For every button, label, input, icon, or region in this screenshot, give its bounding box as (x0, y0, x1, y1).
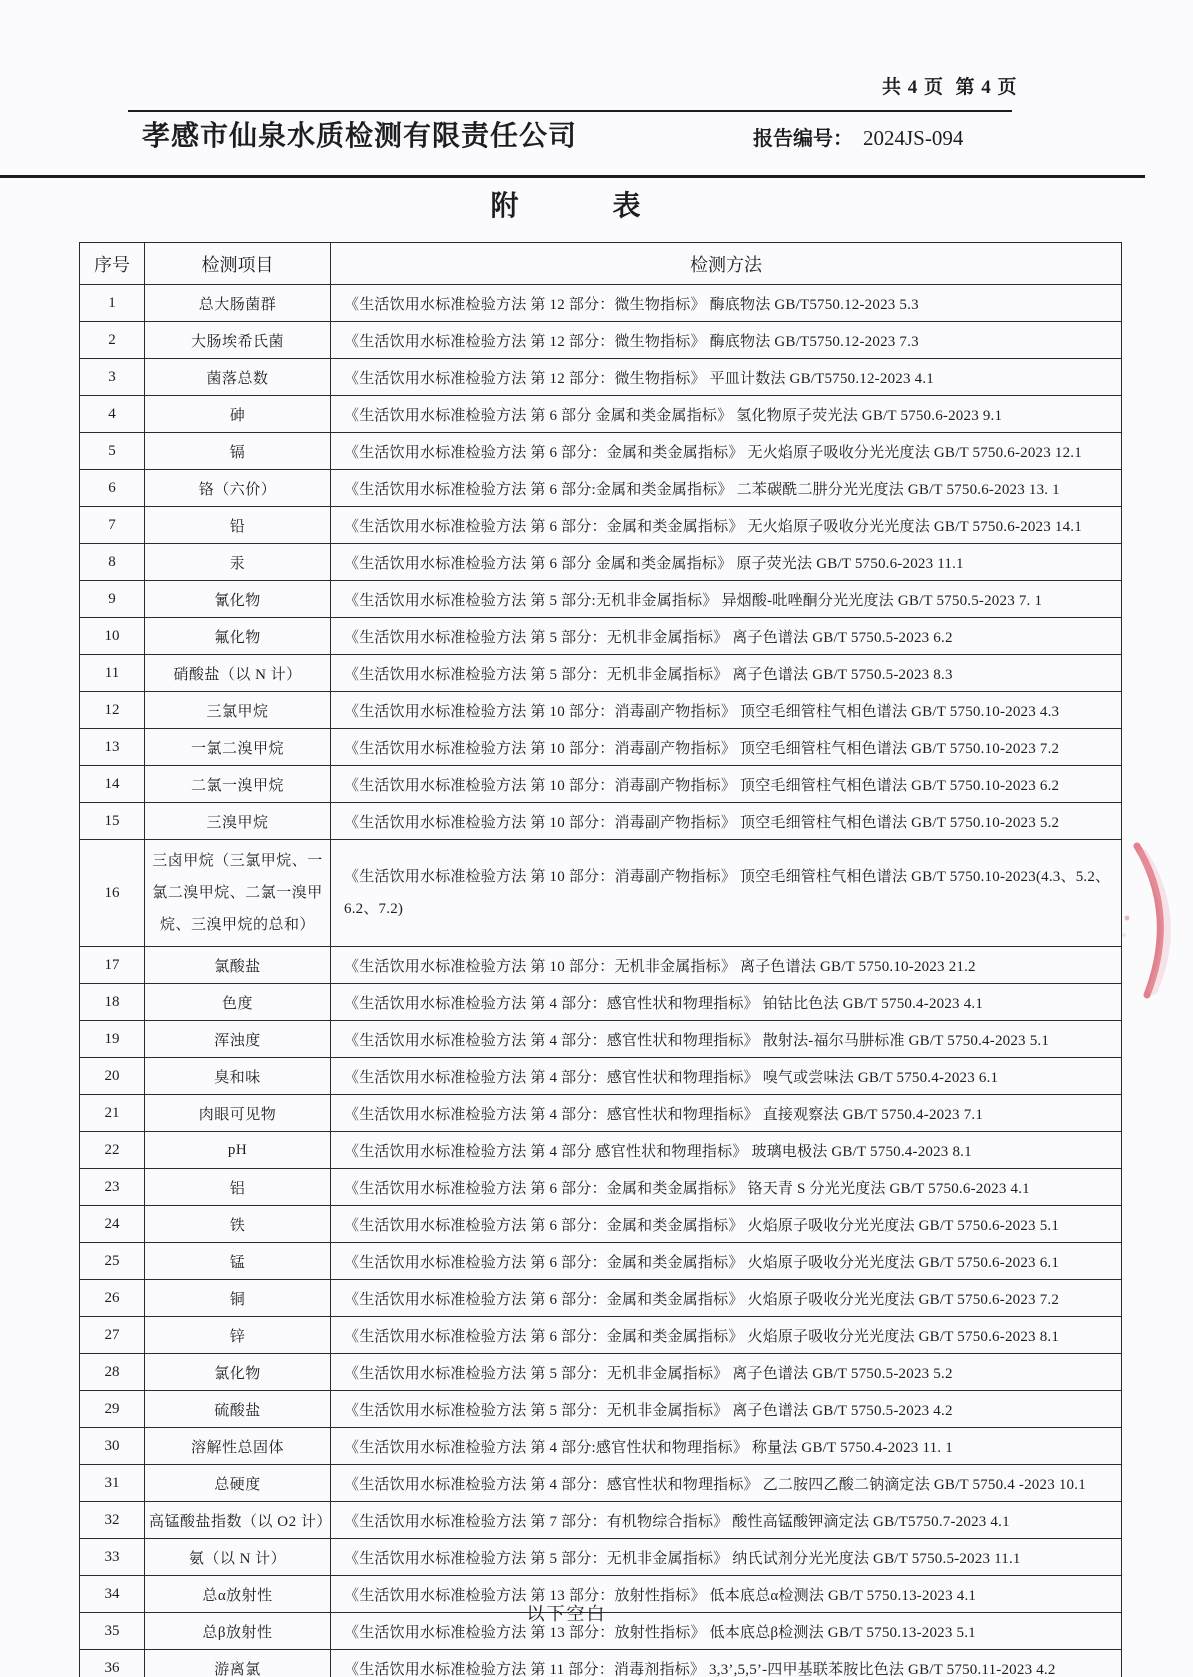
test-item-cell: 铅 (145, 507, 331, 544)
test-method-cell: 《生活饮用水标准检验方法 第 5 部分:无机非金属指标》 异烟酸-吡唑酮分光光度法 GB/T 5750.5-2023 7. 1 (331, 581, 1122, 618)
table-row (80, 840, 1122, 947)
table-row (80, 581, 1122, 618)
test-method-cell: 《生活饮用水标准检验方法 第 6 部分：金属和类金属指标》 无火焰原子吸收分光光度法 GB/T 5750.6-2023 12.1 (331, 433, 1122, 470)
table-row (80, 1095, 1122, 1132)
column-header-method: 检测方法 (331, 243, 1122, 285)
page-title (0, 184, 1133, 224)
table-row (80, 1058, 1122, 1095)
test-method-cell: 《生活饮用水标准检验方法 第 6 部分：金属和类金属指标》 无火焰原子吸收分光光度法 GB/T 5750.6-2023 14.1 (331, 507, 1122, 544)
test-method-cell: 《生活饮用水标准检验方法 第 12 部分：微生物指标》 平皿计数法 GB/T5750.12-2023 4.1 (331, 359, 1122, 396)
test-method-cell: 《生活饮用水标准检验方法 第 12 部分：微生物指标》 酶底物法 GB/T5750.12-2023 5.3 (331, 285, 1122, 322)
test-method-cell: 《生活饮用水标准检验方法 第 4 部分 感官性状和物理指标》 玻璃电极法 GB/T 5750.4-2023 8.1 (331, 1132, 1122, 1169)
test-item-cell: 总硬度 (145, 1465, 331, 1502)
test-item-cell: 氟化物 (145, 618, 331, 655)
end-note: 以下空白 (526, 1604, 607, 1624)
test-method-cell: 《生活饮用水标准检验方法 第 4 部分:感官性状和物理指标》 称量法 GB/T 5750.4-2023 11. 1 (331, 1428, 1122, 1465)
table-row (80, 655, 1122, 692)
test-item-cell: 菌落总数 (145, 359, 331, 396)
table-row (80, 1280, 1122, 1317)
table-row (80, 984, 1122, 1021)
test-item-cell: 氯化物 (145, 1354, 331, 1391)
test-item-cell: 一氯二溴甲烷 (145, 729, 331, 766)
test-method-cell: 《生活饮用水标准检验方法 第 4 部分：感官性状和物理指标》 乙二胺四乙酸二钠滴定法 GB/T 5750.4 -2023 10.1 (331, 1465, 1122, 1502)
test-method-cell: 《生活饮用水标准检验方法 第 5 部分：无机非金属指标》 离子色谱法 GB/T 5750.5-2023 5.2 (331, 1354, 1122, 1391)
table-row (80, 1243, 1122, 1280)
title-char-1: 附 (490, 191, 521, 222)
test-method-cell: 《生活饮用水标准检验方法 第 6 部分：金属和类金属指标》 火焰原子吸收分光光度法 GB/T 5750.6-2023 7.2 (331, 1280, 1122, 1317)
test-item-cell: 三氯甲烷 (145, 692, 331, 729)
table-row (80, 433, 1122, 470)
test-item-cell: 氨（以 N 计） (145, 1539, 331, 1576)
table-row (80, 396, 1122, 433)
table-row (80, 1021, 1122, 1058)
row-index-cell: 32 (80, 1502, 145, 1539)
test-method-cell: 《生活饮用水标准检验方法 第 4 部分：感官性状和物理指标》 嗅气或尝味法 GB/T 5750.4-2023 6.1 (331, 1058, 1122, 1095)
test-method-cell: 《生活饮用水标准检验方法 第 5 部分：无机非金属指标》 纳氏试剂分光光度法 GB/T 5750.5-2023 11.1 (331, 1539, 1122, 1576)
test-method-cell: 《生活饮用水标准检验方法 第 5 部分：无机非金属指标》 离子色谱法 GB/T 5750.5-2023 8.3 (331, 655, 1122, 692)
test-method-cell: 《生活饮用水标准检验方法 第 13 部分：放射性指标》 低本底总β检测法 GB/T 5750.13-2023 5.1 (331, 1613, 1122, 1650)
table-row (80, 692, 1122, 729)
test-method-cell: 《生活饮用水标准检验方法 第 10 部分：消毒副产物指标》 顶空毛细管柱气相色谱法 GB/T 5750.10-2023 6.2 (331, 766, 1122, 803)
column-header-item: 检测项目 (145, 243, 331, 285)
column-header-no: 序号 (80, 243, 145, 285)
row-index-cell: 10 (80, 618, 145, 655)
table-row (80, 1502, 1122, 1539)
row-index-cell: 21 (80, 1095, 145, 1132)
row-index-cell: 24 (80, 1206, 145, 1243)
test-item-cell: 三溴甲烷 (145, 803, 331, 840)
row-index-cell: 30 (80, 1428, 145, 1465)
table-row (80, 766, 1122, 803)
row-index-cell: 17 (80, 947, 145, 984)
test-item-cell: 肉眼可见物 (145, 1095, 331, 1132)
test-method-cell: 《生活饮用水标准检验方法 第 6 部分：金属和类金属指标》 铬天青 S 分光光度法 GB/T 5750.6-2023 4.1 (331, 1169, 1122, 1206)
test-item-cell: 总α放射性 (145, 1576, 331, 1613)
row-index-cell: 11 (80, 655, 145, 692)
test-item-cell: 三卤甲烷（三氯甲烷、一氯二溴甲烷、二氯一溴甲烷、三溴甲烷的总和） (145, 840, 331, 947)
row-index-cell: 23 (80, 1169, 145, 1206)
page-number: 共 4 页 第 4 页 (882, 77, 1018, 98)
test-item-cell: 浑浊度 (145, 1021, 331, 1058)
table-row (80, 1650, 1122, 1677)
test-item-cell: 总大肠菌群 (145, 285, 331, 322)
test-item-cell: 锌 (145, 1317, 331, 1354)
test-item-cell: 汞 (145, 544, 331, 581)
table-row (80, 470, 1122, 507)
table-row (80, 1317, 1122, 1354)
test-method-cell: 《生活饮用水标准检验方法 第 11 部分：消毒剂指标》 3,3’,5,5’-四甲基联苯胺比色法 GB/T 5750.11-2023 4.2 (331, 1650, 1122, 1677)
test-method-cell: 《生活饮用水标准检验方法 第 10 部分：消毒副产物指标》 顶空毛细管柱气相色谱法 GB/T 5750.10-2023 5.2 (331, 803, 1122, 840)
table-row (80, 1465, 1122, 1502)
test-item-cell: 铜 (145, 1280, 331, 1317)
test-methods-table (79, 242, 1122, 1677)
test-item-cell: pH (145, 1132, 331, 1169)
row-index-cell: 29 (80, 1391, 145, 1428)
row-index-cell: 27 (80, 1317, 145, 1354)
test-item-cell: 总β放射性 (145, 1613, 331, 1650)
header-divider-top (128, 110, 1012, 112)
table-row (80, 1428, 1122, 1465)
test-item-cell: 二氯一溴甲烷 (145, 766, 331, 803)
row-index-cell: 6 (80, 470, 145, 507)
row-index-cell: 2 (80, 322, 145, 359)
test-item-cell: 高锰酸盐指数（以 O2 计） (145, 1502, 331, 1539)
table-header-row (80, 243, 1122, 285)
test-item-cell: 砷 (145, 396, 331, 433)
table-row (80, 1132, 1122, 1169)
row-index-cell: 33 (80, 1539, 145, 1576)
table-row (80, 1539, 1122, 1576)
table-row (80, 729, 1122, 766)
test-item-cell: 氰化物 (145, 581, 331, 618)
test-item-cell: 色度 (145, 984, 331, 1021)
test-method-cell: 《生活饮用水标准检验方法 第 5 部分：无机非金属指标》 离子色谱法 GB/T 5750.5-2023 6.2 (331, 618, 1122, 655)
table-row (80, 1206, 1122, 1243)
test-method-cell: 《生活饮用水标准检验方法 第 10 部分：无机非金属指标》 离子色谱法 GB/T 5750.10-2023 21.2 (331, 947, 1122, 984)
header-divider-bottom (0, 175, 1145, 178)
row-index-cell: 3 (80, 359, 145, 396)
table-row (80, 947, 1122, 984)
row-index-cell: 26 (80, 1280, 145, 1317)
seal-smudge-dot (1122, 933, 1126, 937)
row-index-cell: 18 (80, 984, 145, 1021)
row-index-cell: 7 (80, 507, 145, 544)
test-item-cell: 铝 (145, 1169, 331, 1206)
test-method-cell: 《生活饮用水标准检验方法 第 6 部分：金属和类金属指标》 火焰原子吸收分光光度法 GB/T 5750.6-2023 5.1 (331, 1206, 1122, 1243)
row-index-cell: 8 (80, 544, 145, 581)
table-row (80, 1169, 1122, 1206)
test-method-cell: 《生活饮用水标准检验方法 第 4 部分：感官性状和物理指标》 铂钴比色法 GB/T 5750.4-2023 4.1 (331, 984, 1122, 1021)
table-row (80, 507, 1122, 544)
table-row (80, 544, 1122, 581)
row-index-cell: 13 (80, 729, 145, 766)
table-row (80, 803, 1122, 840)
test-method-cell: 《生活饮用水标准检验方法 第 10 部分：消毒副产物指标》 顶空毛细管柱气相色谱法 GB/T 5750.10-2023(4.3、5.2、6.2、7.2) (331, 840, 1122, 947)
row-index-cell: 15 (80, 803, 145, 840)
test-item-cell: 锰 (145, 1243, 331, 1280)
test-method-cell: 《生活饮用水标准检验方法 第 5 部分：无机非金属指标》 离子色谱法 GB/T 5750.5-2023 4.2 (331, 1391, 1122, 1428)
row-index-cell: 22 (80, 1132, 145, 1169)
test-method-cell: 《生活饮用水标准检验方法 第 13 部分：放射性指标》 低本底总α检测法 GB/T 5750.13-2023 4.1 (331, 1576, 1122, 1613)
test-item-cell: 镉 (145, 433, 331, 470)
test-item-cell: 硫酸盐 (145, 1391, 331, 1428)
test-item-cell: 硝酸盐（以 N 计） (145, 655, 331, 692)
row-index-cell: 12 (80, 692, 145, 729)
test-item-cell: 铬（六价） (145, 470, 331, 507)
row-index-cell: 19 (80, 1021, 145, 1058)
test-method-cell: 《生活饮用水标准检验方法 第 6 部分 金属和类金属指标》 氢化物原子荧光法 GB/T 5750.6-2023 9.1 (331, 396, 1122, 433)
seal-smudge-dot (1125, 916, 1130, 921)
test-item-cell: 氯酸盐 (145, 947, 331, 984)
row-index-cell: 34 (80, 1576, 145, 1613)
row-index-cell: 35 (80, 1613, 145, 1650)
report-number (753, 122, 963, 151)
test-method-cell: 《生活饮用水标准检验方法 第 6 部分：金属和类金属指标》 火焰原子吸收分光光度法 GB/T 5750.6-2023 6.1 (331, 1243, 1122, 1280)
row-index-cell: 31 (80, 1465, 145, 1502)
test-method-cell: 《生活饮用水标准检验方法 第 12 部分：微生物指标》 酶底物法 GB/T5750.12-2023 7.3 (331, 322, 1122, 359)
test-method-cell: 《生活饮用水标准检验方法 第 6 部分：金属和类金属指标》 火焰原子吸收分光光度法 GB/T 5750.6-2023 8.1 (331, 1317, 1122, 1354)
test-method-cell: 《生活饮用水标准检验方法 第 4 部分：感官性状和物理指标》 直接观察法 GB/T 5750.4-2023 7.1 (331, 1095, 1122, 1132)
test-method-cell: 《生活饮用水标准检验方法 第 7 部分：有机物综合指标》 酸性高锰酸钾滴定法 GB/T5750.7-2023 4.1 (331, 1502, 1122, 1539)
title-char-2: 表 (612, 191, 643, 222)
table-row (80, 618, 1122, 655)
test-item-cell: 大肠埃希氏菌 (145, 322, 331, 359)
row-index-cell: 16 (80, 840, 145, 947)
test-item-cell: 溶解性总固体 (145, 1428, 331, 1465)
test-item-cell: 臭和味 (145, 1058, 331, 1095)
table-row (80, 322, 1122, 359)
report-number-value: 2024JS-094 (863, 126, 964, 150)
test-method-cell: 《生活饮用水标准检验方法 第 4 部分：感官性状和物理指标》 散射法-福尔马肼标准 GB/T 5750.4-2023 5.1 (331, 1021, 1122, 1058)
company-name: 孝感市仙泉水质检测有限责任公司 (142, 120, 578, 151)
table-row (80, 1354, 1122, 1391)
row-index-cell: 14 (80, 766, 145, 803)
table-row (80, 1391, 1122, 1428)
test-item-cell: 游离氯 (145, 1650, 331, 1677)
test-item-cell: 铁 (145, 1206, 331, 1243)
row-index-cell: 5 (80, 433, 145, 470)
row-index-cell: 1 (80, 285, 145, 322)
table-row (80, 359, 1122, 396)
row-index-cell: 28 (80, 1354, 145, 1391)
red-seal-stamp-arc (1116, 832, 1193, 1010)
table-row (80, 285, 1122, 322)
row-index-cell: 9 (80, 581, 145, 618)
row-index-cell: 4 (80, 396, 145, 433)
row-index-cell: 36 (80, 1650, 145, 1677)
report-number-label: 报告编号： (753, 128, 853, 150)
test-method-cell: 《生活饮用水标准检验方法 第 10 部分：消毒副产物指标》 顶空毛细管柱气相色谱法 GB/T 5750.10-2023 7.2 (331, 729, 1122, 766)
test-method-cell: 《生活饮用水标准检验方法 第 6 部分 金属和类金属指标》 原子荧光法 GB/T 5750.6-2023 11.1 (331, 544, 1122, 581)
row-index-cell: 25 (80, 1243, 145, 1280)
test-method-cell: 《生活饮用水标准检验方法 第 6 部分:金属和类金属指标》 二苯碳酰二肼分光光度法 GB/T 5750.6-2023 13. 1 (331, 470, 1122, 507)
test-method-cell: 《生活饮用水标准检验方法 第 10 部分：消毒副产物指标》 顶空毛细管柱气相色谱法 GB/T 5750.10-2023 4.3 (331, 692, 1122, 729)
row-index-cell: 20 (80, 1058, 145, 1095)
